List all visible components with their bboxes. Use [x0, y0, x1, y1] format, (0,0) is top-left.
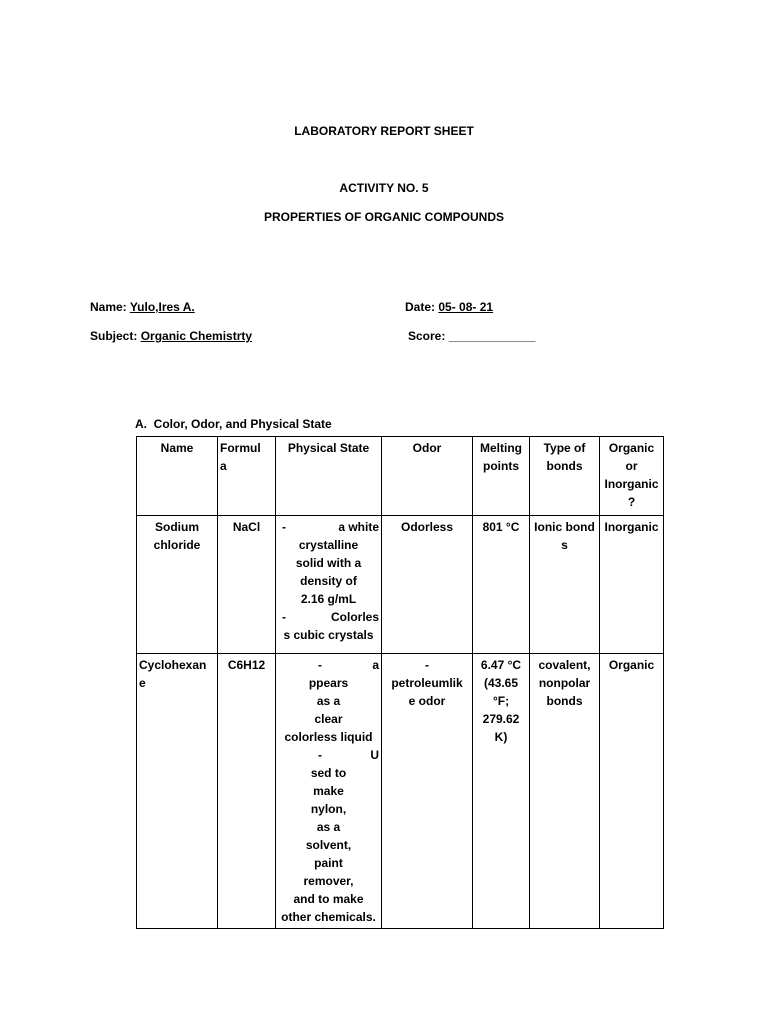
- cell-odor: - petroleumlik e odor: [382, 654, 473, 929]
- cell-bond-type: Ionic bonds: [530, 516, 600, 654]
- cell-melting-point: 6.47 °C (43.65 °F; 279.62 K): [473, 654, 530, 929]
- cell-odor: Odorless: [382, 516, 473, 654]
- cell-formula: NaCl: [218, 516, 276, 654]
- cell-classification: Organic: [600, 654, 664, 929]
- subject-value: Organic Chemistrty: [140, 329, 253, 343]
- activity-number: ACTIVITY NO. 5: [339, 181, 429, 195]
- header-odor: Odor: [382, 437, 473, 516]
- table-row: [137, 654, 664, 929]
- section-a-heading: A. Color, Odor, and Physical State: [135, 417, 332, 431]
- name-label: Name:: [90, 300, 127, 314]
- header-name: Name: [137, 437, 218, 516]
- score-value: _____________: [448, 329, 536, 343]
- table-header-row: [137, 437, 664, 516]
- score-label: Score:: [408, 329, 446, 343]
- header-organic-or-inorganic: Organic or Inorganic ?: [600, 437, 664, 516]
- cell-name: Cyclohexan e: [137, 654, 218, 929]
- header-melting-points: Melting points: [473, 437, 530, 516]
- cell-name: Sodium chloride: [137, 516, 218, 654]
- date-field: [405, 300, 493, 314]
- cell-formula: C6H12: [218, 654, 276, 929]
- table-row: [137, 516, 664, 654]
- subject-label: Subject:: [90, 329, 138, 343]
- cell-physical-state: - a ppears as a clear colorless liquid - U sed to make nylon, as a solvent, paint remover, and to make other chemicals.: [276, 654, 382, 929]
- date-label: Date:: [405, 300, 436, 314]
- report-subtitle: PROPERTIES OF ORGANIC COMPOUNDS: [263, 210, 505, 224]
- cell-bond-type: covalent, nonpolar bonds: [530, 654, 600, 929]
- name-value: Yulo,Ires A.: [129, 300, 195, 314]
- cell-melting-point: 801 °C: [473, 516, 530, 654]
- cell-classification: Inorganic: [600, 516, 664, 654]
- score-field: [408, 329, 535, 343]
- name-field: [90, 300, 195, 314]
- cell-physical-state: - a white crystalline solid with a density of 2.16 g/mL - Colorles s cubic crystals: [276, 516, 382, 654]
- subject-field: [90, 329, 252, 343]
- date-value: 05- 08- 21: [438, 300, 494, 314]
- properties-table: [136, 436, 664, 929]
- report-title: LABORATORY REPORT SHEET: [294, 124, 474, 138]
- header-type-of-bonds: Type of bonds: [530, 437, 600, 516]
- header-physical-state: Physical State: [276, 437, 382, 516]
- header-formula: Formul a: [218, 437, 276, 516]
